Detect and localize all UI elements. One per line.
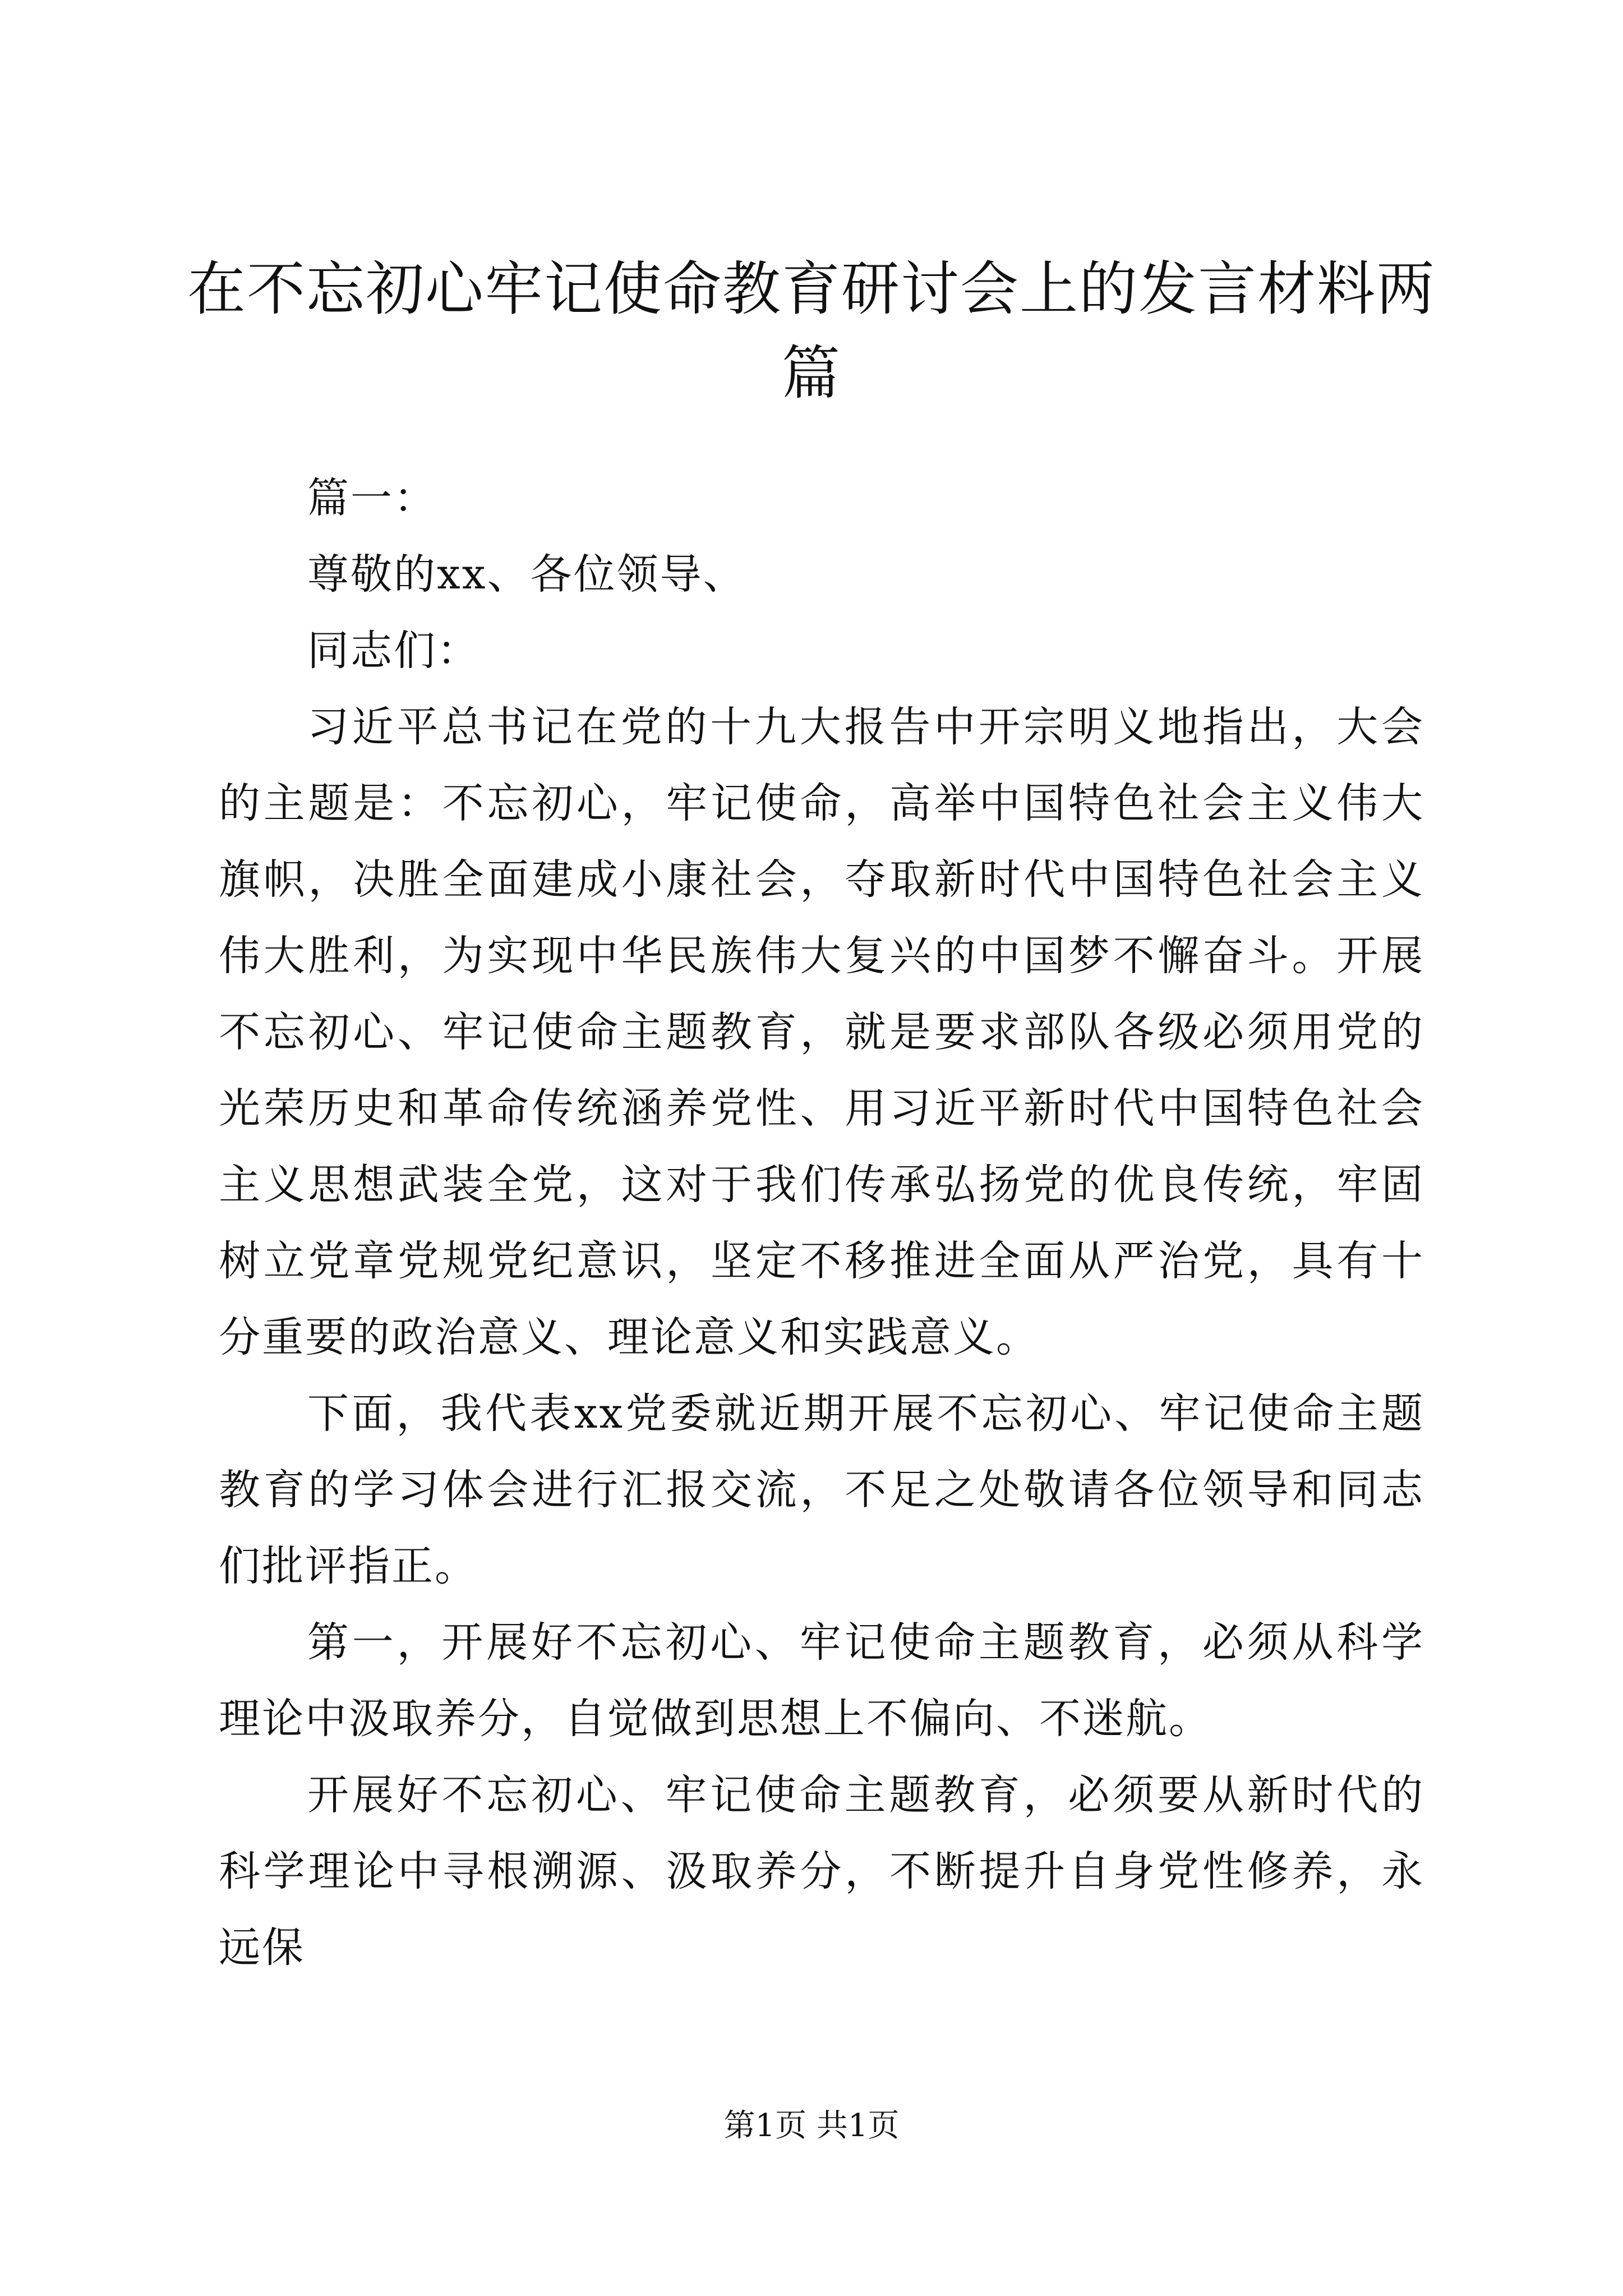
paragraph-salutation-comrades: 同志们：: [307, 627, 480, 675]
paragraph-body: 下面，我代表xx党委就近期开展不忘初心、牢记使命主题教育的学习体会进行汇报交流，不足之处敬请各位领导和同志们批评指正。: [219, 1389, 1424, 1590]
paragraph-body: 习近平总书记在党的十九大报告中开宗明义地指出，大会的主题是：不忘初心，牢记使命，高举中国特色社会主义伟大旗帜，决胜全面建成小康社会，夺取新时代中国特色社会主义伟大胜利，为实现中华民族伟大复兴的中国梦不懈奋斗。开展不忘初心、牢记使命主题教育，就是要求部队各级必须用党的光荣历史和革命传统涵养党性、用习近平新时代中国特色社会主义思想武装全党，这对于我们传承弘扬党的优良传统，牢固树立党章党规党纪意识，坚定不移推进全面从严治党，具有十分重要的政治意义、理论意义和实践意义。: [219, 703, 1424, 1361]
paragraph-salutation: 尊敬的xx、各位领导、: [307, 550, 746, 599]
paragraph-body: 开展好不忘初心、牢记使命主题教育，必须要从新时代的科学理论中寻根溯源、汲取养分，不断提升自身党性修养，永远保: [219, 1771, 1424, 1972]
page-number-footer: 第1页 共1页: [723, 2108, 900, 2144]
document-title: 在不忘初心牢记使命教育研讨会上的发言材料两篇: [187, 255, 1436, 407]
paragraph-section-heading: 篇一：: [307, 474, 437, 522]
paragraph-body: 第一，开展好不忘初心、牢记使命主题教育，必须从科学理论中汲取养分，自觉做到思想上不偏向、不迷航。: [219, 1618, 1424, 1743]
document-body: [219, 460, 1424, 1986]
